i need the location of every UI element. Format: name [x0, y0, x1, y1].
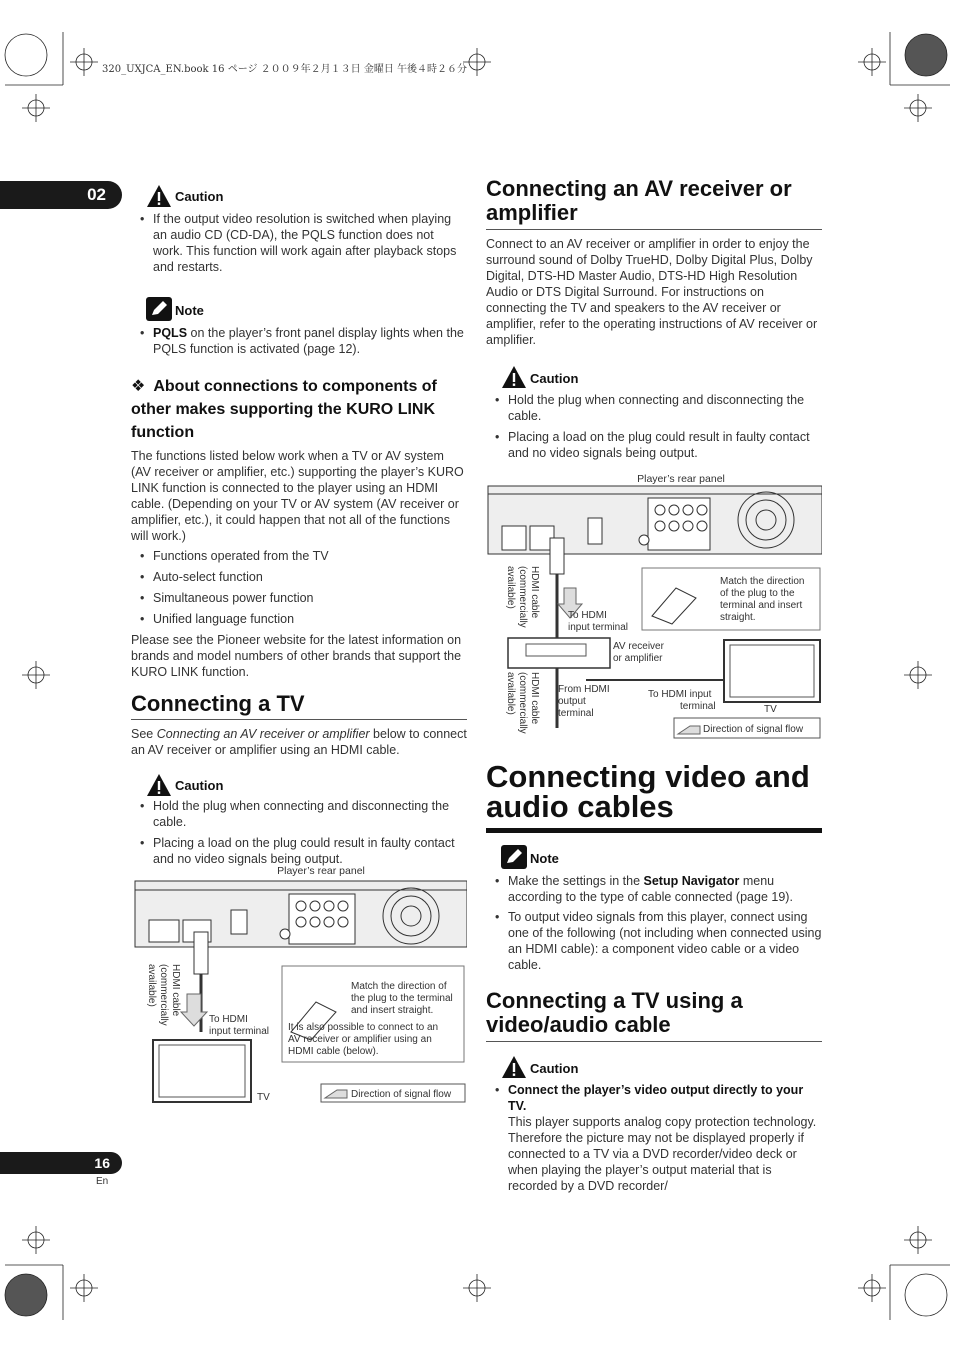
caution-label: Caution [175, 778, 224, 793]
page-number: 16 [94, 1155, 110, 1171]
note-pencil-icon [501, 845, 527, 869]
list-item: • Hold the plug when connecting and disconnecting the cable. [131, 798, 467, 830]
av-jacks [639, 498, 710, 550]
note-2-header [486, 845, 822, 873]
list-item: • Placing a load on the plug could result in faulty contact and no video signals being output. [486, 429, 822, 461]
crosshair-tm [463, 48, 491, 76]
cable-label-1: HDMI cable [170, 964, 181, 1017]
av-jacks [280, 894, 355, 944]
cable-label-2: (commercially [517, 566, 528, 628]
warning-icon [146, 773, 172, 797]
note-1-list [131, 325, 467, 357]
cable-label-3: available) [505, 566, 516, 609]
list-item: • Unified language function [131, 611, 467, 627]
note-2-list [486, 873, 822, 973]
match-label-1: Match the direction [720, 576, 805, 587]
digital-out-port [231, 910, 247, 934]
from-hdmi-label-2: output [558, 696, 586, 707]
list-item: • If the output video resolution is switched when playing an audio CD (CD-DA), the PQLS function does not work. This function will work again after playback stops and restarts. [131, 211, 467, 275]
kuro-footer: Please see the Pioneer website for the latest information on brands and model numbers of other brands that support the KURO LINK function. [131, 633, 462, 679]
crosshair-tr [858, 48, 886, 76]
tv-connection-diagram [131, 862, 467, 1106]
match-label-4: straight. [720, 612, 756, 623]
kuro-heading-text: About connections to components of other makes supporting the KURO LINK function [131, 378, 437, 441]
tv-label: TV [764, 704, 777, 715]
starburst-top-right [905, 34, 947, 76]
print-line: 320_UXJCA_EN.book 16 ページ ２００９年２月１３日 金曜日 午後４時２６分 [102, 64, 468, 75]
language-label: En [96, 1176, 109, 1187]
also-label-2: AV receiver or amplifier using an [288, 1034, 432, 1045]
crosshair-rm [904, 661, 932, 689]
warning-icon [146, 184, 172, 208]
tv-video-audio-heading: Connecting a TV using a video/audio cable [486, 989, 822, 1042]
av-receiver-label-1: AV receiver [613, 641, 664, 652]
cable-label-1: HDMI cable [529, 566, 540, 619]
starburst-top-left [5, 34, 47, 76]
kuro-body: The functions listed below work when a TV or AV system (AV receiver or amplifier, etc.) supporting the player’s KURO LINK function is connected to the player using an HDMI cable. (Depending on your TV or AV system (AV receiver or amplifier, etc.), it could happen that not all of the functions will work.) [131, 449, 464, 543]
list-item: • Placing a load on the plug could result in faulty contact and no video signals being output. [131, 835, 467, 867]
warning-icon [501, 1055, 527, 1079]
tv-label: TV [257, 1092, 270, 1103]
rear-panel-label: Player’s rear panel [637, 473, 725, 485]
chapter-number: 02 [87, 185, 106, 204]
match-label-3: terminal and insert [720, 600, 803, 611]
direct-connect-warning: Connect the player’s video output directly to your TV. [508, 1083, 804, 1113]
note-pencil-icon [146, 297, 172, 321]
lan-port [502, 526, 526, 550]
caution-3-list [486, 392, 822, 461]
caution-2-list [131, 798, 467, 867]
from-hdmi-label-3: terminal [558, 708, 594, 719]
signal-flow-label: Direction of signal flow [351, 1089, 452, 1100]
cable-label-2b: (commercially [517, 672, 528, 734]
list-item: • Simultaneous power function [131, 590, 467, 606]
list-item [486, 873, 822, 905]
list-item [131, 325, 467, 357]
caution-3-header [486, 364, 822, 390]
see-rest: below to connect an AV receiver or amplifier using an HDMI cable. [131, 727, 467, 757]
setup-navigator-term: Setup Navigator [643, 874, 740, 888]
to-hdmi-label-2: input terminal [568, 622, 629, 633]
note-label: Note [530, 851, 559, 866]
match-label-2: of the plug to the [720, 588, 795, 599]
starburst-bottom-right [905, 1274, 947, 1316]
also-label-1: It is also possible to connect to an [288, 1022, 439, 1033]
crosshair-l2 [22, 1226, 50, 1254]
note-text-end: menu according to the type of cable connected (page 19). [508, 874, 793, 904]
see-text: See [131, 727, 157, 741]
caution-label: Caution [175, 189, 224, 204]
signal-flow-label: Direction of signal flow [703, 724, 804, 735]
note-text: Make the settings in the [508, 874, 644, 888]
right-column [486, 177, 822, 461]
rear-panel-label: Player’s rear panel [277, 865, 365, 877]
hdmi-plug [194, 932, 208, 974]
caution-label: Caution [530, 1061, 579, 1076]
to-input-label-1: To HDMI input [648, 689, 712, 700]
caution-1-list [131, 211, 467, 275]
list-item: • Auto-select function [131, 569, 467, 585]
caution-2-header [131, 772, 467, 798]
to-hdmi-label-2: input terminal [209, 1026, 270, 1037]
caution-label: Caution [530, 371, 579, 386]
match-label-3: and insert straight. [351, 1005, 434, 1016]
to-input-label-2: terminal [680, 701, 716, 712]
hdmi-plug [550, 538, 564, 574]
digital-out-port [588, 518, 602, 544]
video-audio-heading: Connecting video and audio cables [486, 762, 822, 833]
also-label-3: HDMI cable (below). [288, 1046, 379, 1057]
to-hdmi-label-1: To HDMI [209, 1014, 248, 1025]
list-item: • To output video signals from this player, connect using one of the following (not including when connected using an HDMI cable): a component video cable or a video cable. [486, 909, 822, 973]
page-number-tab [0, 1152, 122, 1174]
list-item: • Hold the plug when connecting and disconnecting the cable. [486, 392, 822, 424]
cable-label-1b: HDMI cable [529, 672, 540, 725]
copy-protection-text: This player supports analog copy protection technology. Therefore the picture may not be displayed properly if connected to a TV via a DVD recorder/video deck or when playing the player’s output material that is recorded by a DVD recorder/ [508, 1115, 817, 1193]
crosshair-l1 [22, 94, 50, 122]
crosshair-r2 [904, 1226, 932, 1254]
caution-1-header [131, 183, 467, 209]
list-item [486, 1082, 822, 1194]
see-paragraph [131, 726, 467, 758]
crosshair-bl [70, 1274, 98, 1302]
list-item: • Functions operated from the TV [131, 548, 467, 564]
see-reference: Connecting an AV receiver or amplifier [156, 727, 370, 741]
left-column [131, 183, 467, 867]
match-label-2: the plug to the terminal [351, 993, 453, 1004]
warning-icon [501, 365, 527, 389]
to-hdmi-label-1: To HDMI [568, 610, 607, 621]
match-label-1: Match the direction of [351, 981, 447, 992]
av-receiver-connection-diagram [486, 470, 822, 742]
crosshair-lm [22, 661, 50, 689]
note-text: on the player’s front panel display lights when the PQLS function is activated (page 12). [153, 326, 464, 356]
caution-4-list [486, 1082, 822, 1194]
crosshair-bm [463, 1274, 491, 1302]
cable-label-2: (commercially [158, 964, 169, 1026]
video-audio-section [486, 759, 822, 1194]
chapter-tab [0, 181, 122, 209]
av-receiver-body: Connect to an AV receiver or amplifier in order to enjoy the surround sound of Dolby TrueHD, Dolby Digital Plus, Dolby Digital, DTS-HD Master Audio, DTS-HD High Resolution Audio or DTS Digital Surround. For instructions on connecting the TV and speakers to the AV receiver or amplifier, refer to the operating instructions of AV receiver or amplifier. [486, 237, 818, 347]
note-label: Note [175, 303, 204, 318]
cable-label-3: available) [146, 964, 157, 1007]
av-receiver-heading: Connecting an AV receiver or amplifier [486, 177, 822, 230]
crosshair-r1 [904, 94, 932, 122]
diamond-bullet-icon: ❖ [131, 378, 146, 395]
crosshair-tl [70, 48, 98, 76]
av-receiver-label-2: or amplifier [613, 653, 663, 664]
signal-arrow-icon [181, 994, 207, 1026]
kuro-list [131, 548, 467, 627]
connecting-tv-heading: Connecting a TV [131, 692, 467, 720]
cable-label-3b: available) [505, 672, 516, 715]
kuro-heading [131, 375, 467, 444]
caution-4-header [486, 1054, 822, 1080]
lan-port [149, 920, 179, 942]
from-hdmi-label-1: From HDMI [558, 684, 610, 695]
note-1-header [131, 297, 467, 325]
starburst-bottom-left [5, 1274, 47, 1316]
pqls-term: PQLS [153, 326, 188, 340]
crosshair-br [858, 1274, 886, 1302]
